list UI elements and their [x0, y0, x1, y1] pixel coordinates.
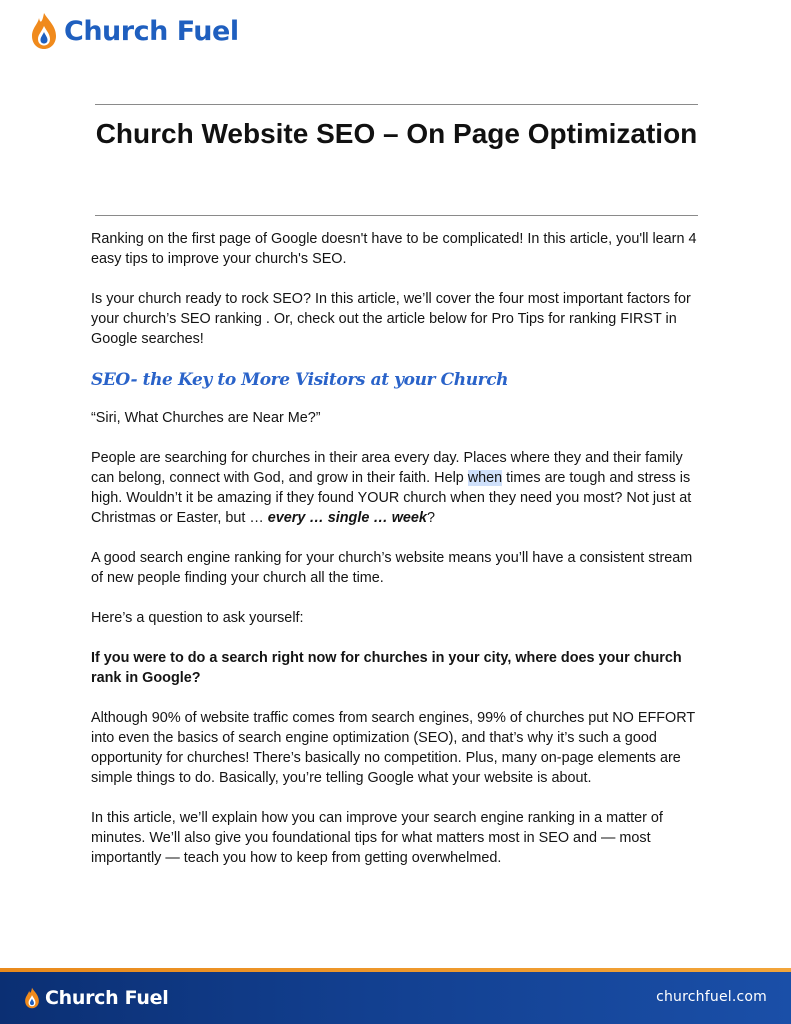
- footer-accent-stripe: [0, 968, 791, 972]
- footer-logo[interactable]: [24, 986, 168, 1010]
- selected-text-highlight[interactable]: when: [467, 470, 503, 486]
- footer-website-link[interactable]: churchfuel.com: [656, 989, 767, 1005]
- flame-logo-icon: [30, 12, 58, 50]
- title-top-divider: [95, 104, 698, 105]
- quote-paragraph: “Siri, What Churches are Near Me?”: [91, 410, 321, 426]
- ranking-paragraph: A good search engine ranking for your church’s website means you’ll have a consistent stream of new people finding your church all the time.: [91, 550, 693, 586]
- traffic-paragraph: Although 90% of website traffic comes from search engines, 99% of churches put NO EFFORT into even the basics of search engine optimization (SEO), and that’s why it’s such a good opportunity for churches! There’s basically no competition. Plus, many on-page elements are simple things to do. Basically, you’re telling Google what your website is about.: [91, 710, 695, 786]
- page-title: Church Website SEO – On Page Optimization: [95, 118, 698, 149]
- question-lead-paragraph: Here’s a question to ask yourself:: [91, 610, 304, 626]
- searching-text-c: ?: [426, 510, 435, 526]
- explain-paragraph: In this article, we’ll explain how you can improve your search engine ranking in a matter of minutes. We’ll also give you foundational tips for what matters most in SEO and — most importantly — teach you how to keep from getting overwhelmed.: [91, 810, 663, 866]
- title-bottom-divider: [95, 215, 698, 216]
- article-body: [91, 229, 703, 888]
- intro-paragraph-1: Ranking on the first page of Google doesn't have to be complicated! In this article, you'll learn 4 easy tips to improve your church's SEO.: [91, 231, 697, 267]
- footer-flame-icon: [24, 986, 40, 1010]
- searching-paragraph: [91, 448, 703, 528]
- header-logo[interactable]: [30, 12, 239, 50]
- brand-name: Church Fuel: [64, 15, 239, 47]
- footer-bar: [0, 968, 791, 1024]
- intro-paragraph-2: Is your church ready to rock SEO? In this article, we’ll cover the four most important factors for your church’s SEO ranking . Or, check out the article below for Pro Tips for ranking FIRST in Google searches!: [91, 291, 691, 347]
- emphasis-text: every … single … week: [267, 510, 427, 526]
- searching-text-a: People are searching for churches in their area every day. Places where they and their family can belong, connect with God, and grow in their faith. Help: [91, 450, 683, 486]
- question-paragraph: If you were to do a search right now for churches in your city, where does your church rank in Google?: [91, 650, 682, 686]
- searching-text-b: times are tough and stress is high. Wouldn’t it be amazing if they found YOUR church when they need you most? Not just at Christmas or Easter, but …: [91, 470, 692, 526]
- section-heading: SEO- the Key to More Visitors at your Church: [91, 370, 509, 390]
- footer-brand-name: Church Fuel: [45, 987, 169, 1009]
